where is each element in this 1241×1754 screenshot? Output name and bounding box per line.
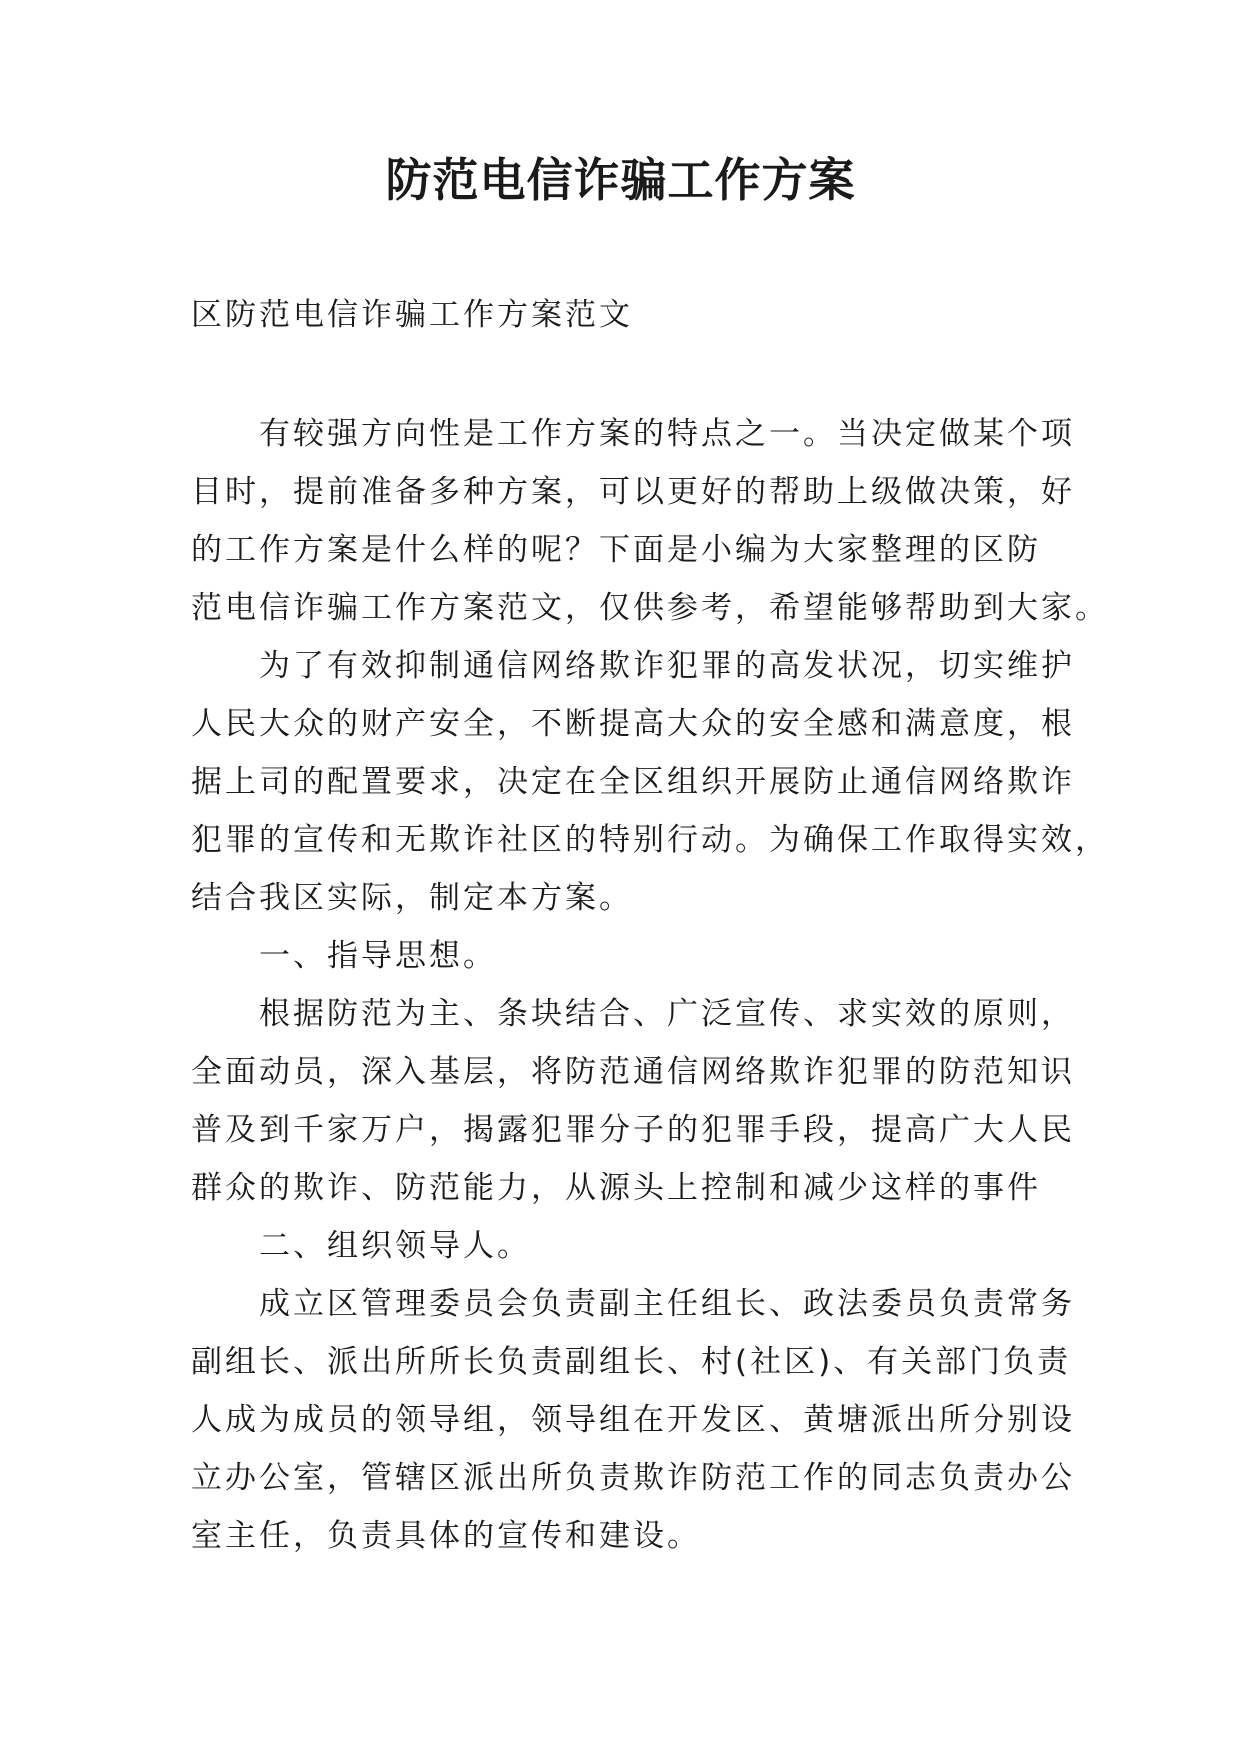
body-line: 据上司的配置要求，决定在全区组织开展防止通信网络欺诈 [191, 764, 1075, 800]
body-line: 普及到千家万户，揭露犯罪分子的犯罪手段，提高广大人民 [191, 1112, 1075, 1148]
document-title: 防范电信诈骗工作方案 [385, 153, 856, 207]
document-body [191, 405, 1109, 1565]
body-line: 根据防范为主、条块结合、广泛宣传、求实效的原则， [259, 996, 1075, 1032]
body-line: 成立区管理委员会负责副主任组长、政法委员负责常务 [259, 1286, 1075, 1322]
body-line: 结合我区实际，制定本方案。 [191, 880, 633, 916]
body-line: 的工作方案是什么样的呢？下面是小编为大家整理的区防 [191, 532, 1041, 568]
body-line: 全面动员，深入基层，将防范通信网络欺诈犯罪的防范知识 [191, 1054, 1075, 1090]
document-subtitle: 区防范电信诈骗工作方案范文 [191, 297, 633, 333]
body-line: 群众的欺诈、防范能力，从源头上控制和减少这样的事件 [191, 1170, 1041, 1206]
body-line: 范电信诈骗工作方案范文，仅供参考，希望能够帮助到大家。 [191, 590, 1109, 626]
body-line: 目时，提前准备多种方案，可以更好的帮助上级做决策，好 [191, 474, 1075, 510]
section-heading: 一、指导思想。 [259, 938, 497, 974]
body-line: 犯罪的宣传和无欺诈社区的特别行动。为确保工作取得实效， [191, 822, 1109, 858]
body-line: 人民大众的财产安全，不断提高大众的安全感和满意度，根 [191, 706, 1075, 742]
body-line: 室主任，负责具体的宣传和建设。 [191, 1518, 701, 1554]
section-heading: 二、组织领导人。 [259, 1228, 531, 1264]
body-line: 为了有效抑制通信网络欺诈犯罪的高发状况，切实维护 [259, 648, 1075, 684]
body-line: 有较强方向性是工作方案的特点之一。当决定做某个项 [259, 416, 1075, 452]
body-line: 副组长、派出所所长负责副组长、村(社区)、有关部门负责 [191, 1344, 1072, 1380]
body-line: 立办公室，管辖区派出所负责欺诈防范工作的同志负责办公 [191, 1460, 1075, 1496]
body-line: 人成为成员的领导组，领导组在开发区、黄塘派出所分别设 [191, 1402, 1075, 1438]
